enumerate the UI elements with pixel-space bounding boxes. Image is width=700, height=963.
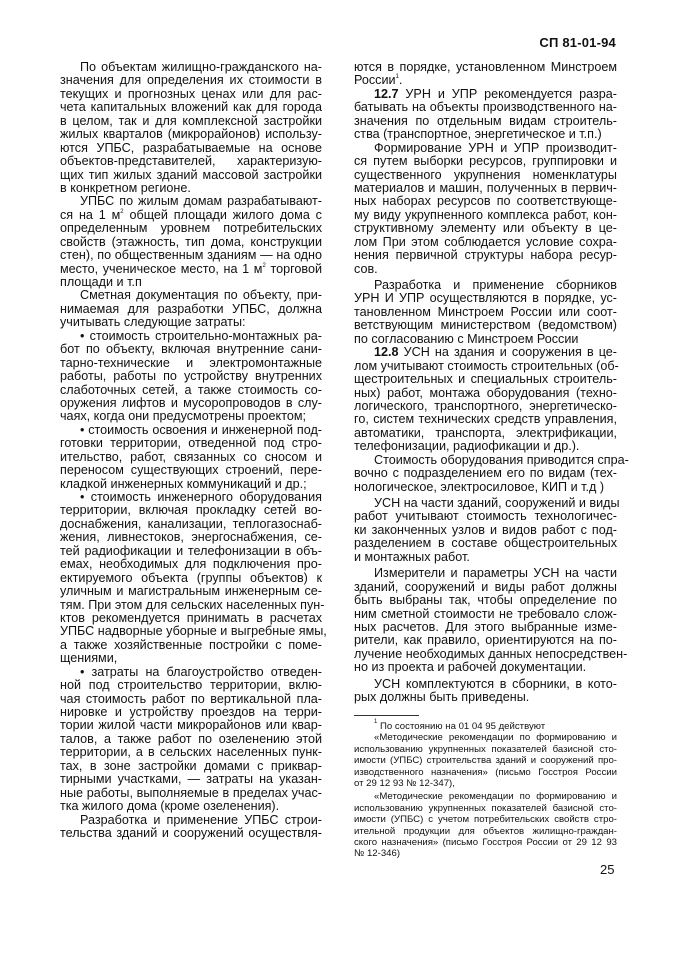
paragraph-urn-formation (354, 142, 617, 276)
text-line: Сметная документация по объекту, при- (80, 288, 322, 303)
text-line: чая стоимость работ по вертикальной пла- (60, 691, 322, 706)
text-line: ные работы, выполняемые в пределах учас- (60, 785, 322, 800)
text-line: а также хозяйственные постройки с поме- (60, 637, 322, 652)
text-line: лом При этом соблюдается условие сохра- (354, 234, 617, 249)
text-line: и монтажных работ. (354, 549, 470, 564)
text-fragment: России (354, 73, 396, 88)
text-line: изводственного назначения» (письмо Госстроя России (354, 766, 617, 778)
text-line: материалов и машин, полученных в первич- (354, 180, 617, 195)
text-line: рители, как правило, ориентируются на по- (354, 633, 617, 648)
text-fragment: . (398, 73, 403, 88)
text-line: телефонизации, радиофикации и др.). (354, 439, 580, 454)
text-line: лучение необходимых данных непосредствен- (354, 646, 628, 661)
text-line: По объектам жилищно-гражданского на- (80, 60, 322, 74)
text-line: лом учитывают стоимость строительных (об- (354, 358, 619, 373)
text-line: значения по отдельным видам строитель- (354, 113, 617, 128)
text-line: ительной продукции для объектов жилищно-граждан- (354, 825, 617, 837)
text-line: УПБС по жилым домам разрабатывают- (80, 194, 322, 209)
text-line: УПБС надворные уборные и выгребные ямы, (60, 624, 327, 639)
text-fragment: место, ученическое место, на 1 м (60, 261, 263, 276)
text-line: имости (УПБС) с учетом потребительских свойств стро- (354, 814, 617, 826)
text-line (354, 88, 617, 101)
text-line: стен), по общественным зданиям — на одно (60, 248, 322, 263)
page-number: 25 (600, 862, 615, 877)
text-line: «Методические рекомендации по формированию и (374, 791, 617, 803)
text-line: тям. При этом для сельских населенных пун- (60, 597, 325, 612)
document-code-header: СП 81-01-94 (539, 35, 616, 50)
text-line: УСН комплектуются в сборники, в кото- (374, 676, 617, 691)
bullet-engineering-equipment (60, 490, 327, 666)
text-line: ктов рекомендуется принимать в расчетах (60, 610, 322, 625)
section-12-8 (354, 346, 617, 454)
text-line: структивному элементу или объекту в це- (354, 221, 617, 236)
text-line: тановленном Минстроем России или соот- (354, 304, 617, 319)
text-line: УСН на части зданий, сооружений и виды (374, 496, 620, 510)
text-fragment: общей площади жилого дома с (123, 207, 322, 222)
text-line: • затраты на благоустройство отведен- (80, 664, 322, 679)
text-line: ной под строительство территории, вклю- (60, 678, 322, 693)
text-line: объектов-представителей, характеризую- (60, 154, 322, 169)
paragraph-usn-meters (354, 566, 628, 675)
text-line: ительство, работ, связанных со сносом и (60, 449, 322, 464)
text-line: жилых кварталов (микрорайонов) использу- (60, 127, 322, 142)
text-line: Разработка и применение УПБС строи- (80, 812, 322, 827)
text-line: доснабжения, канализации, теплогазоснаб- (60, 516, 322, 531)
text-line: ются в порядке, установленном Минстроем (354, 60, 617, 74)
bullet-site-preparation (60, 424, 322, 491)
text-line: чаях, когда они предусмотрены проектом; (60, 409, 306, 424)
text-line: ветствующим министерством (ведомством) (354, 318, 617, 333)
text-fragment: ся на 1 м (60, 207, 121, 222)
text-line: Формирование УРН и УПР производит- (374, 140, 617, 155)
text-line: ского назначения» (письмо Госстроя России от 29 12 93 (354, 836, 617, 848)
text-line: оружения лифтов и мусоропроводов в слу- (60, 395, 322, 410)
text-line: ются УПБС, разрабатываемые на основе (60, 140, 322, 155)
text-line: значения для определения их стоимости в (60, 73, 322, 88)
text-line: зданий, сооружений и виды работ должны (354, 579, 617, 594)
text-line: свойств (этажность, тип дома, конструкции (60, 234, 322, 249)
footnote-item (354, 791, 617, 859)
text-line: • стоимость освоения и инженерной под- (80, 422, 322, 437)
text-line: территории, а в сельских населенных пунк- (60, 745, 322, 760)
text-line: тка жилого дома (кроме озеленения). (60, 799, 280, 814)
text-line: бот по объекту, включая внутренние сани- (60, 342, 322, 357)
text-line: «Методические рекомендации по формированию и (374, 732, 617, 744)
text-line: Измерители и параметры УСН на части (374, 566, 617, 581)
text-line: слаботочных сетей, а также стоимость со- (60, 382, 322, 397)
text-line: жения, ливнестоков, энергоснабжения, се- (60, 530, 322, 545)
text-line: работ учитывают стоимость технологичес- (354, 509, 617, 524)
text-line: кладкой инженерных коммуникаций и др.; (60, 476, 307, 491)
paragraph-equipment-cost (354, 452, 629, 494)
text-line: тарно-технические и электромонтажные (60, 355, 322, 370)
text-fragment: УРН и УПР рекомендуется разра- (398, 86, 617, 101)
text-line: щениями, (60, 651, 118, 666)
text-line (60, 263, 322, 276)
text-line: по согласованию с Минстроем России (354, 331, 579, 346)
text-line: быть выбраны так, чтобы определение по (354, 593, 617, 608)
text-line: логического, транспортного, энергетическо- (354, 398, 617, 413)
text-line: площади и т.п (60, 275, 142, 289)
text-line: уличным и магистральным инженерным се- (60, 584, 322, 599)
text-line: учитывать следующие затраты: (60, 315, 246, 330)
text-line: го, систем технических средств управления, (354, 412, 617, 427)
text-line: ных) работ, монтажа оборудования (техно- (354, 385, 617, 400)
section-number: 12.7 (374, 86, 399, 101)
text-fragment: УСН на здания и сооружения в це- (398, 345, 617, 360)
text-line: нологическое, электросиловое, КИП и т.д ) (354, 479, 605, 494)
text-line (60, 209, 322, 222)
text-line: ки законченных узлов и видов работ с под- (354, 522, 617, 537)
text-line: Разработка и применение сборников (374, 278, 617, 292)
text-line: рых должны быть приведены. (354, 690, 530, 705)
text-line: щестроительных и специальных строитель- (354, 372, 617, 387)
paragraph-urn-collections (354, 279, 617, 346)
footnote-item (354, 732, 617, 789)
text-line: определенным уровнем потребительских (60, 221, 322, 236)
text-line: ства (транспортное, энергетическое и т.п.) (354, 127, 602, 142)
paragraph-usn-collections (354, 678, 617, 705)
text-line: нимаемая для разработки УПБС, должна (60, 301, 322, 316)
footnotes (354, 721, 617, 860)
text-line: Стоимость оборудования приводится спра- (374, 452, 629, 467)
footnote-marker: 1 (374, 719, 378, 725)
superscript: 2 (262, 262, 266, 269)
text-line: • стоимость инженерного оборудования (80, 490, 322, 504)
section-number: 12.8 (374, 345, 399, 360)
text-line: ним сметной стоимости не требовало слож- (354, 606, 617, 621)
footnote-divider (354, 715, 419, 716)
text-line: нения первичной структуры набора ресур- (354, 248, 617, 263)
text-line: батывать на объекты производственного на- (354, 100, 617, 115)
bullet-construction-costs (60, 330, 322, 424)
text-line: № 12-346) (354, 848, 401, 860)
text-line: в целом, так и для комплексной застройки (60, 113, 322, 128)
text-line: вочно с подразделением его по видам (тех- (354, 466, 617, 481)
text-line: готовки территории, отведенной под стро- (60, 436, 322, 451)
text-line: текущих и прогнозных ценах или для рас- (60, 86, 322, 101)
text-line (354, 346, 617, 359)
paragraph-continuation (354, 61, 617, 88)
text-line: территории, включая прокладку сетей во- (60, 503, 322, 518)
text-line: разделением в составе общестроительных (354, 536, 617, 551)
text-line: использованию укрупненных показателей базисной сто- (354, 743, 617, 755)
text-line: тельства зданий и сооружений осуществля- (60, 825, 322, 840)
text-line: • стоимость строительно-монтажных ра- (80, 328, 322, 343)
text-line: сов. (354, 261, 378, 276)
paragraph-residential-objects (60, 61, 322, 195)
text-line: му виду укрупненного комплекса работ, кон- (354, 207, 617, 222)
text-fragment: торговой (265, 261, 322, 276)
paragraph-estimate-documentation (60, 289, 322, 329)
text-line: тей радиофикации и телефонизации в объ- (60, 543, 322, 558)
right-column (354, 60, 629, 705)
footnote-intro (354, 721, 617, 732)
paragraph-upbs-development (60, 814, 322, 841)
text-line: нировке и устройству проездов на терри- (60, 705, 322, 719)
text-line: емах, необходимых для подключения про- (60, 557, 322, 572)
text-line: существенного укрупнения номенклатуры (354, 167, 617, 182)
text-line: имости (УПБС) строительства зданий и сооружений про- (354, 755, 617, 767)
text-line: от 29 12 93 № 12-347), (354, 777, 455, 789)
text-line: щих тип жилых зданий массовой застройки (60, 167, 322, 182)
section-12-7 (354, 88, 617, 142)
text-line: использованию укрупненных показателей базисной сто- (354, 802, 617, 814)
bullet-landscaping (60, 666, 322, 814)
paragraph-upbs-residential (60, 195, 322, 289)
text-fragment: По состоянию на 01 04 95 действуют (377, 721, 546, 732)
text-line: тах, в зоне застройки домами с приквар- (60, 758, 322, 773)
text-line: ных наборах ресурсов по соответствующе- (354, 194, 617, 209)
text-line: в конкретном регионе. (60, 180, 191, 195)
text-line: УРН И УПР осуществляются в порядке, ус- (354, 291, 617, 306)
footnote-reference[interactable]: 1 (395, 74, 399, 81)
text-line (354, 74, 617, 87)
superscript: 2 (120, 208, 124, 215)
text-line: тории жилой части микрорайонов или квар- (60, 718, 322, 733)
text-line: переносом существующих строений, пере- (60, 463, 322, 478)
text-line: но из проекта и рабочей документации. (354, 660, 587, 675)
text-line: талов, а также работ по озеленению этой (60, 731, 322, 746)
left-column (60, 60, 327, 840)
text-line: чета капитальных вложений как для города (60, 100, 322, 115)
text-line: ектируемого объекта (группы объектов) к (60, 570, 322, 585)
text-line: ных расчетов. Для этого выбранные изме- (354, 619, 617, 634)
text-line: работы, работы по устройству внутренних (60, 369, 322, 384)
text-line: ся путем выборки ресурсов, группировки и (354, 154, 617, 169)
text-line: тирными участками, — затраты на указан- (60, 772, 322, 787)
text-line: автоматики, транспорта, электрификации, (354, 425, 617, 440)
paragraph-usn-parts (354, 496, 620, 564)
